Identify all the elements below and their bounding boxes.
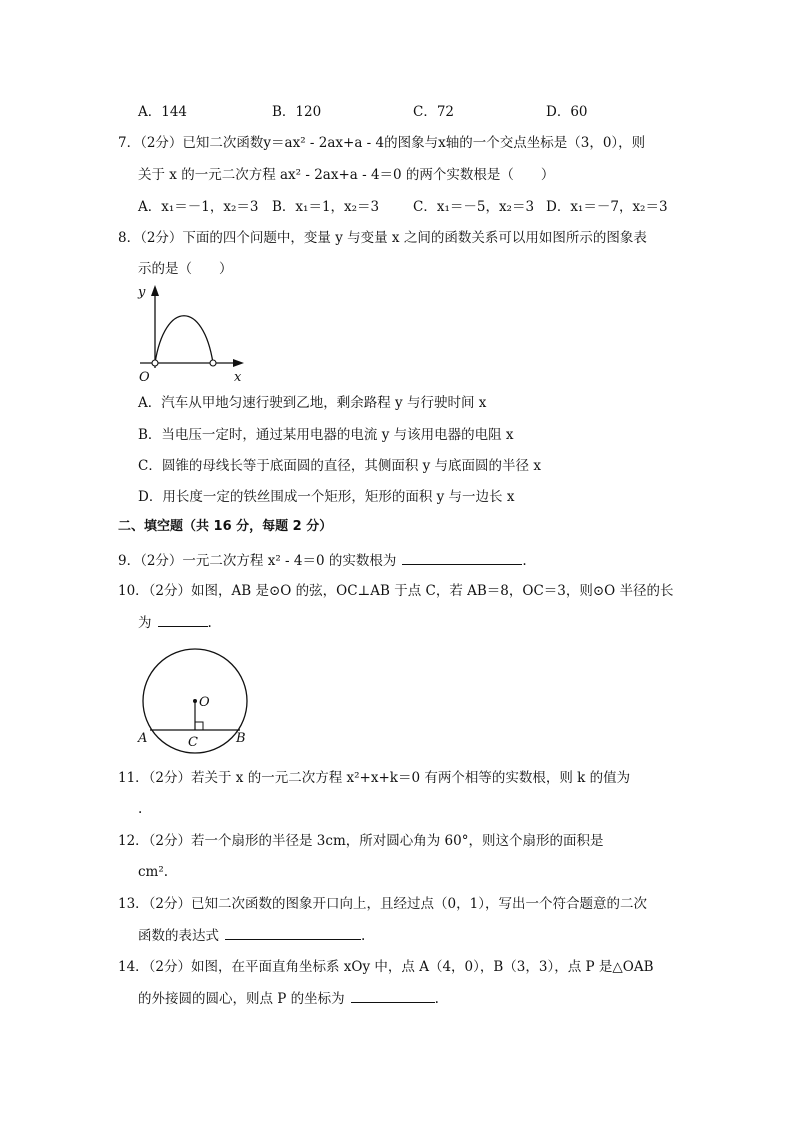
q6-option-b: B．120 [272,104,322,120]
q6-option-a: A．144 [138,104,188,120]
q10-text-line2: 为 [138,615,152,631]
q13-end: . [361,928,366,944]
q10-label-b: B [236,731,246,746]
q12-stem-line1: 12．（2分）若一个扇形的半径是 3cm，所对圆心角为 60°，则这个扇形的面积是 [118,833,604,849]
q12-stem-line2: cm². [138,864,169,880]
q11-stem-line2: . [138,801,143,817]
q7-option-b: B．x₁＝1，x₂＝3 [272,199,380,215]
q6-option-d: D．60 [546,104,588,120]
q8-y-label: y [138,285,146,300]
q10-end: . [207,615,212,631]
q13-stem-line2 [138,925,365,946]
q7-stem-line1: 7．（2分）已知二次函数y＝ax² - 2ax+a - 4的图象与x轴的一个交点坐标是（3，0），则 [118,135,646,151]
q10-stem-line1: 10．（2分）如图，AB 是⊙O 的弦，OC⊥AB 于点 C，若 AB＝8，OC＝3，则⊙O 半径的长 [118,583,674,599]
q7-option-c: C．x₁＝－5，x₂＝3 [413,199,535,215]
q13-stem-line1: 13．（2分）已知二次函数的图象开口向上，且经过点（0，1），写出一个符合题意的二次 [118,896,647,912]
q14-stem-line2 [138,988,439,1009]
q13-answer-blank[interactable] [225,925,361,940]
q14-text-line2: 的外接圆的圆心，则点 P 的坐标为 [138,991,345,1007]
q10-center-point [193,699,197,703]
q8-stem-line1: 8．（2分）下面的四个问题中，变量 y 与变量 x 之间的函数关系可以用如图所示的图象表 [118,230,647,246]
q7-option-d: D．x₁＝－7，x₂＝3 [546,199,668,215]
q8-stem-line2: 示的是（ ） [138,261,233,277]
q7-stem-line2: 关于 x 的一元二次方程 ax² - 2ax+a - 4＝0 的两个实数根是（ ） [138,167,555,183]
q7-option-a: A．x₁＝－1，x₂＝3 [138,199,259,215]
q10-right-angle-mark [195,722,203,730]
q8-option-a: A．汽车从甲地匀速行驶到乙地，剩余路程 y 与行驶时间 x [138,395,487,411]
q10-label-c: C [188,735,198,750]
q13-text-line2: 函数的表达式 [138,928,219,944]
q8-origin-label: O [139,370,150,385]
q10-label-a: A [138,731,148,746]
section-fill-in-title: 二、填空题（共 16 分，每题 2 分） [118,519,333,534]
q14-stem-line1: 14．（2分）如图，在平面直角坐标系 xOy 中，点 A（4，0），B（3，3），点 P 是△OAB [118,959,654,975]
q14-end: . [434,991,439,1007]
q11-stem-line1: 11．（2分）若关于 x 的一元二次方程 x²+x+k＝0 有两个相等的实数根，则 k 的值为 [118,770,631,786]
q10-label-o: O [199,695,210,710]
q8-option-b: B．当电压一定时，通过某用电器的电流 y 与该用电器的电阻 x [138,427,514,443]
q14-answer-blank[interactable] [351,988,435,1003]
q8-x-label: x [234,370,242,385]
q9-end: . [522,553,527,569]
q9-text: 9．（2分）一元二次方程 x² - 4＝0 的实数根为 [118,553,397,569]
q8-option-d: D．用长度一定的铁丝围成一个矩形，矩形的面积 y 与一边长 x [138,489,515,505]
q6-option-c: C．72 [413,104,455,120]
q8-option-c: C．圆锥的母线长等于底面圆的直径，其侧面积 y 与底面圆的半径 x [138,458,541,474]
